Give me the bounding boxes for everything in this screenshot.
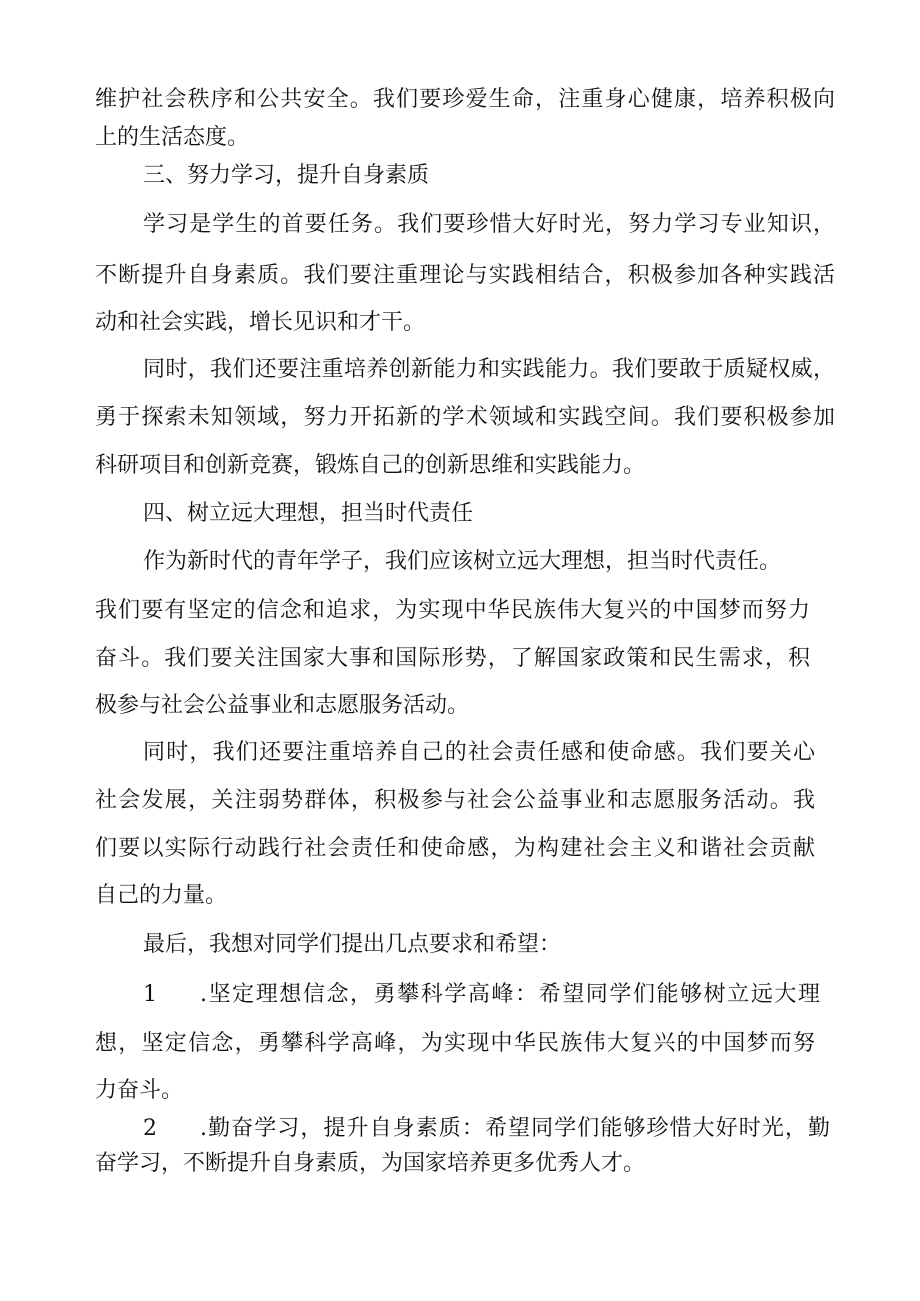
paragraph-line: 同时，我们还要注重培养自己的社会责任感和使命感。我们要关心 [143,740,815,765]
paragraph-line: 自己的力量。 [95,883,228,908]
list-item-line: .坚定理想信念，勇攀科学高峰：希望同学们能够树立远大理 [200,982,820,1007]
paragraph-line: 社会发展，关注弱势群体，积极参与社会公益事业和志愿服务活动。我 [95,788,815,813]
list-item-number: 1 [143,982,157,1007]
paragraph-line: 作为新时代的青年学子，我们应该树立远大理想，担当时代责任。 [143,549,782,574]
paragraph-line: 我们要有坚定的信念和追求，为实现中华民族伟大复兴的中国梦而努力 [95,598,810,623]
paragraph-line: 学习是学生的首要任务。我们要珍惜大好时光，努力学习专业知识， [143,212,835,237]
paragraph-line: 动和社会实践，增长见识和才干。 [95,310,426,335]
section-heading-4: 四、树立远大理想，担当时代责任 [143,501,474,526]
list-item-line: .勤奋学习，提升自身素质：希望同学们能够珍惜大好时光，勤 [200,1116,830,1141]
paragraph-line: 同时，我们还要注重培养创新能力和实践能力。我们要敢于质疑权威， [143,357,835,382]
paragraph-line: 最后，我想对同学们提出几点要求和希望： [143,932,562,957]
list-item-line: 力奋斗。 [95,1078,184,1103]
list-item-line: 奋学习，不断提升自身素质，为国家培养更多优秀人才。 [95,1151,646,1176]
list-item-line: 想，坚定信念，勇攀科学高峰，为实现中华民族伟大复兴的中国梦而努 [95,1031,815,1056]
paragraph-line: 们要以实际行动践行社会责任和使命感，为构建社会主义和谐社会贡献 [95,836,815,861]
section-heading-3: 三、努力学习，提升自身素质 [143,163,430,188]
paragraph-line: 极参与社会公益事业和志愿服务活动。 [95,693,470,718]
paragraph-line: 奋斗。我们要关注国家大事和国际形势，了解国家政策和民生需求，积 [95,646,810,671]
paragraph-line: 不断提升自身素质。我们要注重理论与实践相结合，积极参加各种实践活 [95,263,835,288]
paragraph-line: 上的生活态度。 [95,125,250,150]
paragraph-line: 勇于探索未知领域，努力开拓新的学术领域和实践空间。我们要积极参加 [95,405,835,430]
paragraph-line: 科研项目和创新竞赛，锻炼自己的创新思维和实践能力。 [95,453,646,478]
paragraph-line: 维护社会秩序和公共安全。我们要珍爱生命，注重身心健康，培养积极向 [95,87,835,112]
list-item-number: 2 [143,1116,157,1141]
